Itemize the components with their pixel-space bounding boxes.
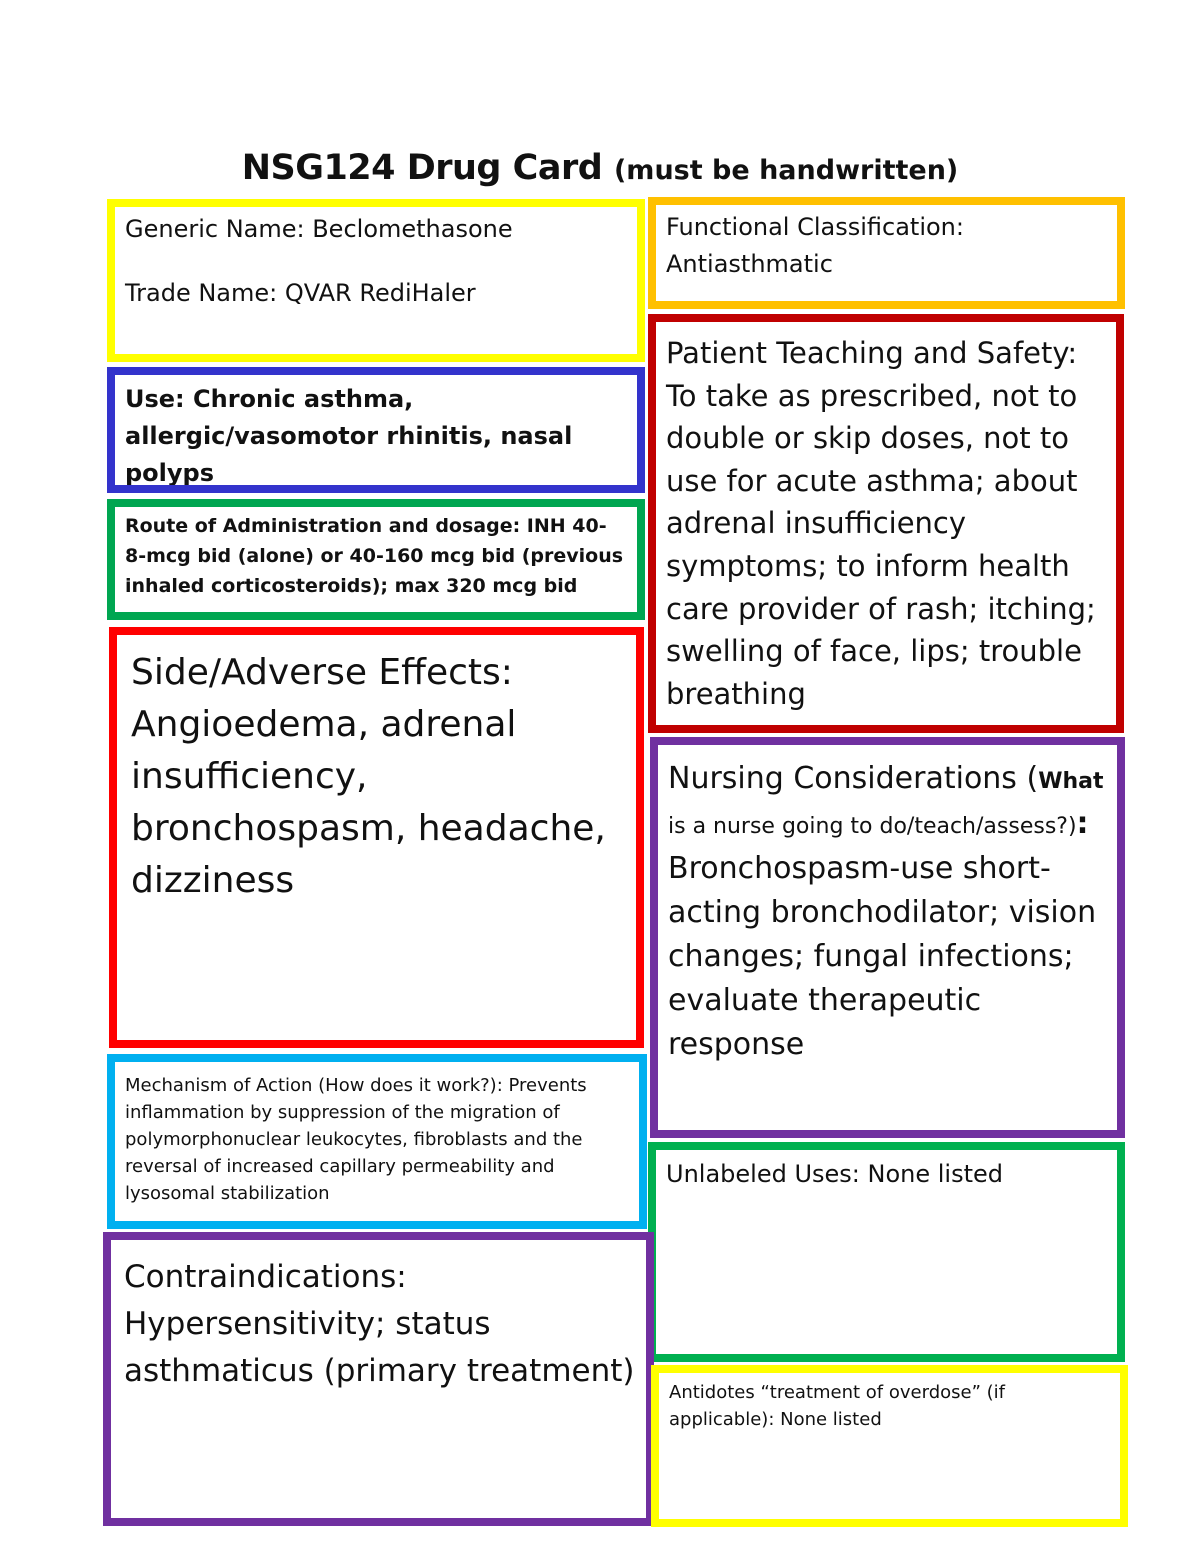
mechanism-text: Mechanism of Action (How does it work?): Prevents inflammation by suppression of the migration of polymorphonuclear leukocytes, fibroblasts and the reversal of increased capillary permeability and lysosomal stabilization [125, 1075, 587, 1204]
nursing-question-bold: What [1038, 769, 1104, 794]
nursing-considerations-value: Bronchospasm-use short-acting bronchodilator; vision changes; fungal infections; evaluate therapeutic response [668, 851, 1097, 1062]
patient-teaching-box [648, 314, 1124, 733]
antidotes-text: Antidotes “treatment of overdose” (if applicable): None listed [669, 1382, 1005, 1430]
functional-classification-value: Antiasthmatic [666, 250, 833, 278]
side-effects-value: Angioedema, adrenal insufficiency, bronchospasm, headache, dizziness [131, 704, 606, 901]
route-box [107, 499, 645, 620]
use-box [107, 367, 645, 493]
patient-teaching-label: Patient Teaching and Safety: [666, 336, 1078, 370]
nursing-considerations-box [650, 737, 1125, 1138]
generic-name: Generic Name: Beclomethasone [125, 215, 513, 243]
unlabeled-uses-box [648, 1142, 1125, 1362]
names-box [107, 199, 645, 362]
title-main: NSG124 Drug Card [241, 148, 603, 188]
antidotes-box [651, 1365, 1128, 1527]
patient-teaching-value: To take as prescribed, not to double or skip doses, not to use for acute asthma; about adrenal insufficiency symptoms; to inform health care provider of rash; itching; swelling of face, lips; trouble breathing [666, 378, 1096, 711]
contraindications-box [103, 1232, 654, 1526]
nursing-question-rest: is a nurse going to do/teach/assess?) [668, 814, 1077, 839]
nursing-considerations-label: Nursing Considerations ( [668, 761, 1039, 796]
functional-classification-label: Functional Classification: [666, 213, 964, 241]
page-title [0, 148, 1200, 188]
contraindications-value: Hypersensitivity; status asthmaticus (primary treatment) [124, 1306, 635, 1389]
title-subtitle: (must be handwritten) [613, 155, 959, 186]
route-text: Route of Administration and dosage: INH 40-8-mcg bid (alone) or 40-160 mcg bid (previous inhaled corticosteroids); max 320 mcg bid [125, 515, 624, 597]
side-effects-box [109, 627, 644, 1048]
nursing-colon: : [1076, 806, 1089, 841]
trade-name: Trade Name: QVAR RediHaler [125, 279, 476, 307]
side-effects-label: Side/Adverse Effects: [131, 652, 513, 693]
contraindications-label: Contraindications: [124, 1259, 407, 1295]
mechanism-box [107, 1054, 647, 1229]
use-text: Use: Chronic asthma, allergic/vasomotor rhinitis, nasal polyps [125, 385, 573, 487]
unlabeled-uses-text: Unlabeled Uses: None listed [666, 1160, 1003, 1188]
functional-classification-box [648, 197, 1125, 309]
nursing-considerations-heading [668, 757, 1107, 847]
